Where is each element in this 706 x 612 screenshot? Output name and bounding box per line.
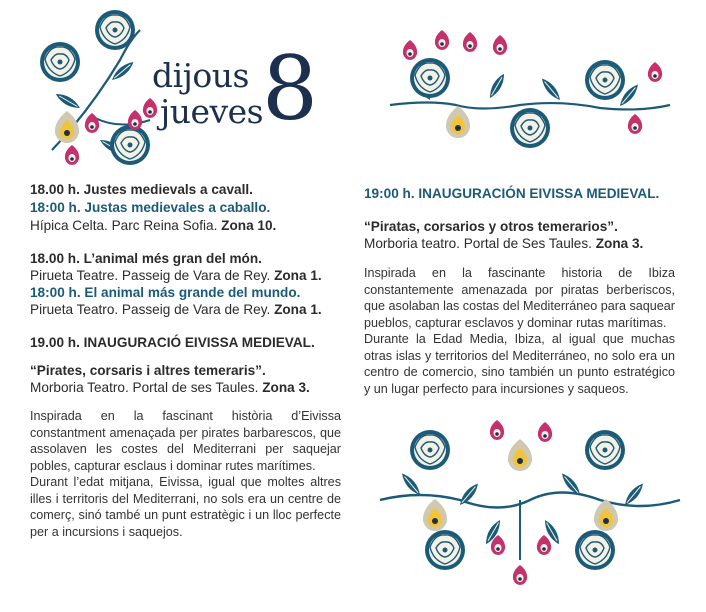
day-number: 8 <box>262 37 318 140</box>
event-inauguration-ca: 19.00 h. INAUGURACIÓ EIVISSA MEDIEVAL. <box>30 335 315 350</box>
day-catalan: dijous <box>152 56 249 95</box>
event-jousts-time-es: 18:00 h. Justas medievales a caballo. <box>30 200 271 215</box>
event-animal-time-ca: 18.00 h. L’animal més gran del món. <box>30 251 262 266</box>
ornament-bottom-right <box>380 420 680 585</box>
event-jousts-time-ca: 18.00 h. Justes medievals a cavall. <box>30 182 253 197</box>
description-es-1: Inspirada en la fascinante historia de Ibiza constantemente amenazada por piratas berberiscos, que asolaban las costas del Mediterráneo para saquear pueblos, capturar esclavos y dominar rutas marítimas. <box>364 266 675 330</box>
event-animal-place-ca: Pirueta Teatre. Passeig de Vara de Rey. Zona 1. <box>30 268 322 283</box>
show-title-ca: “Pirates, corsaris i altres temeraris”. <box>30 363 266 378</box>
ornament-top-left <box>40 10 157 165</box>
day-spanish: jueves <box>160 92 264 131</box>
description-es-2: Durante la Edad Media, Ibiza, al igual que muchas otras islas y territorios del Mediterráneo, no solo era un centro de comercio, sino también un punto estratégico y un lugar perfecto para incursiones y saqueos. <box>364 332 675 396</box>
show-place-es: Morboria teatro. Portal de Ses Taules. Zona 3. <box>364 236 644 251</box>
description-ca-1: Inspirada en la fascinant història d’Eivissa constantment amenaçada per pirates barbarescos, que assolaven les costes del Mediterrani per saquejar pobles, capturar esclaus i dominar rutes marítimes. <box>30 409 341 473</box>
description-ca-2: Durant l’edat mitjana, Eivissa, igual que moltes altres illes i territoris del Mediterrani, no sols era un centre de comerç, sinó també un punt estratègic i un lloc perfecte per a incursions i saquejos. <box>30 475 341 539</box>
show-place-ca: Morboria Teatro. Portal de ses Taules. Zona 3. <box>30 380 310 395</box>
event-animal-time-es: 18:00 h. El animal más grande del mundo. <box>30 285 301 300</box>
event-inauguration-es: 19:00 h. INAUGURACIÓN EIVISSA MEDIEVAL. <box>364 186 660 201</box>
show-title-es: “Piratas, corsarios y otros temerarios”. <box>364 219 618 234</box>
event-animal-place-es: Pirueta Teatro. Passeig de Vara de Rey. Zona 1. <box>30 302 322 317</box>
ornament-top-right <box>390 30 670 148</box>
event-jousts-place: Hípica Celta. Parc Reina Sofia. Zona 10. <box>30 218 277 233</box>
